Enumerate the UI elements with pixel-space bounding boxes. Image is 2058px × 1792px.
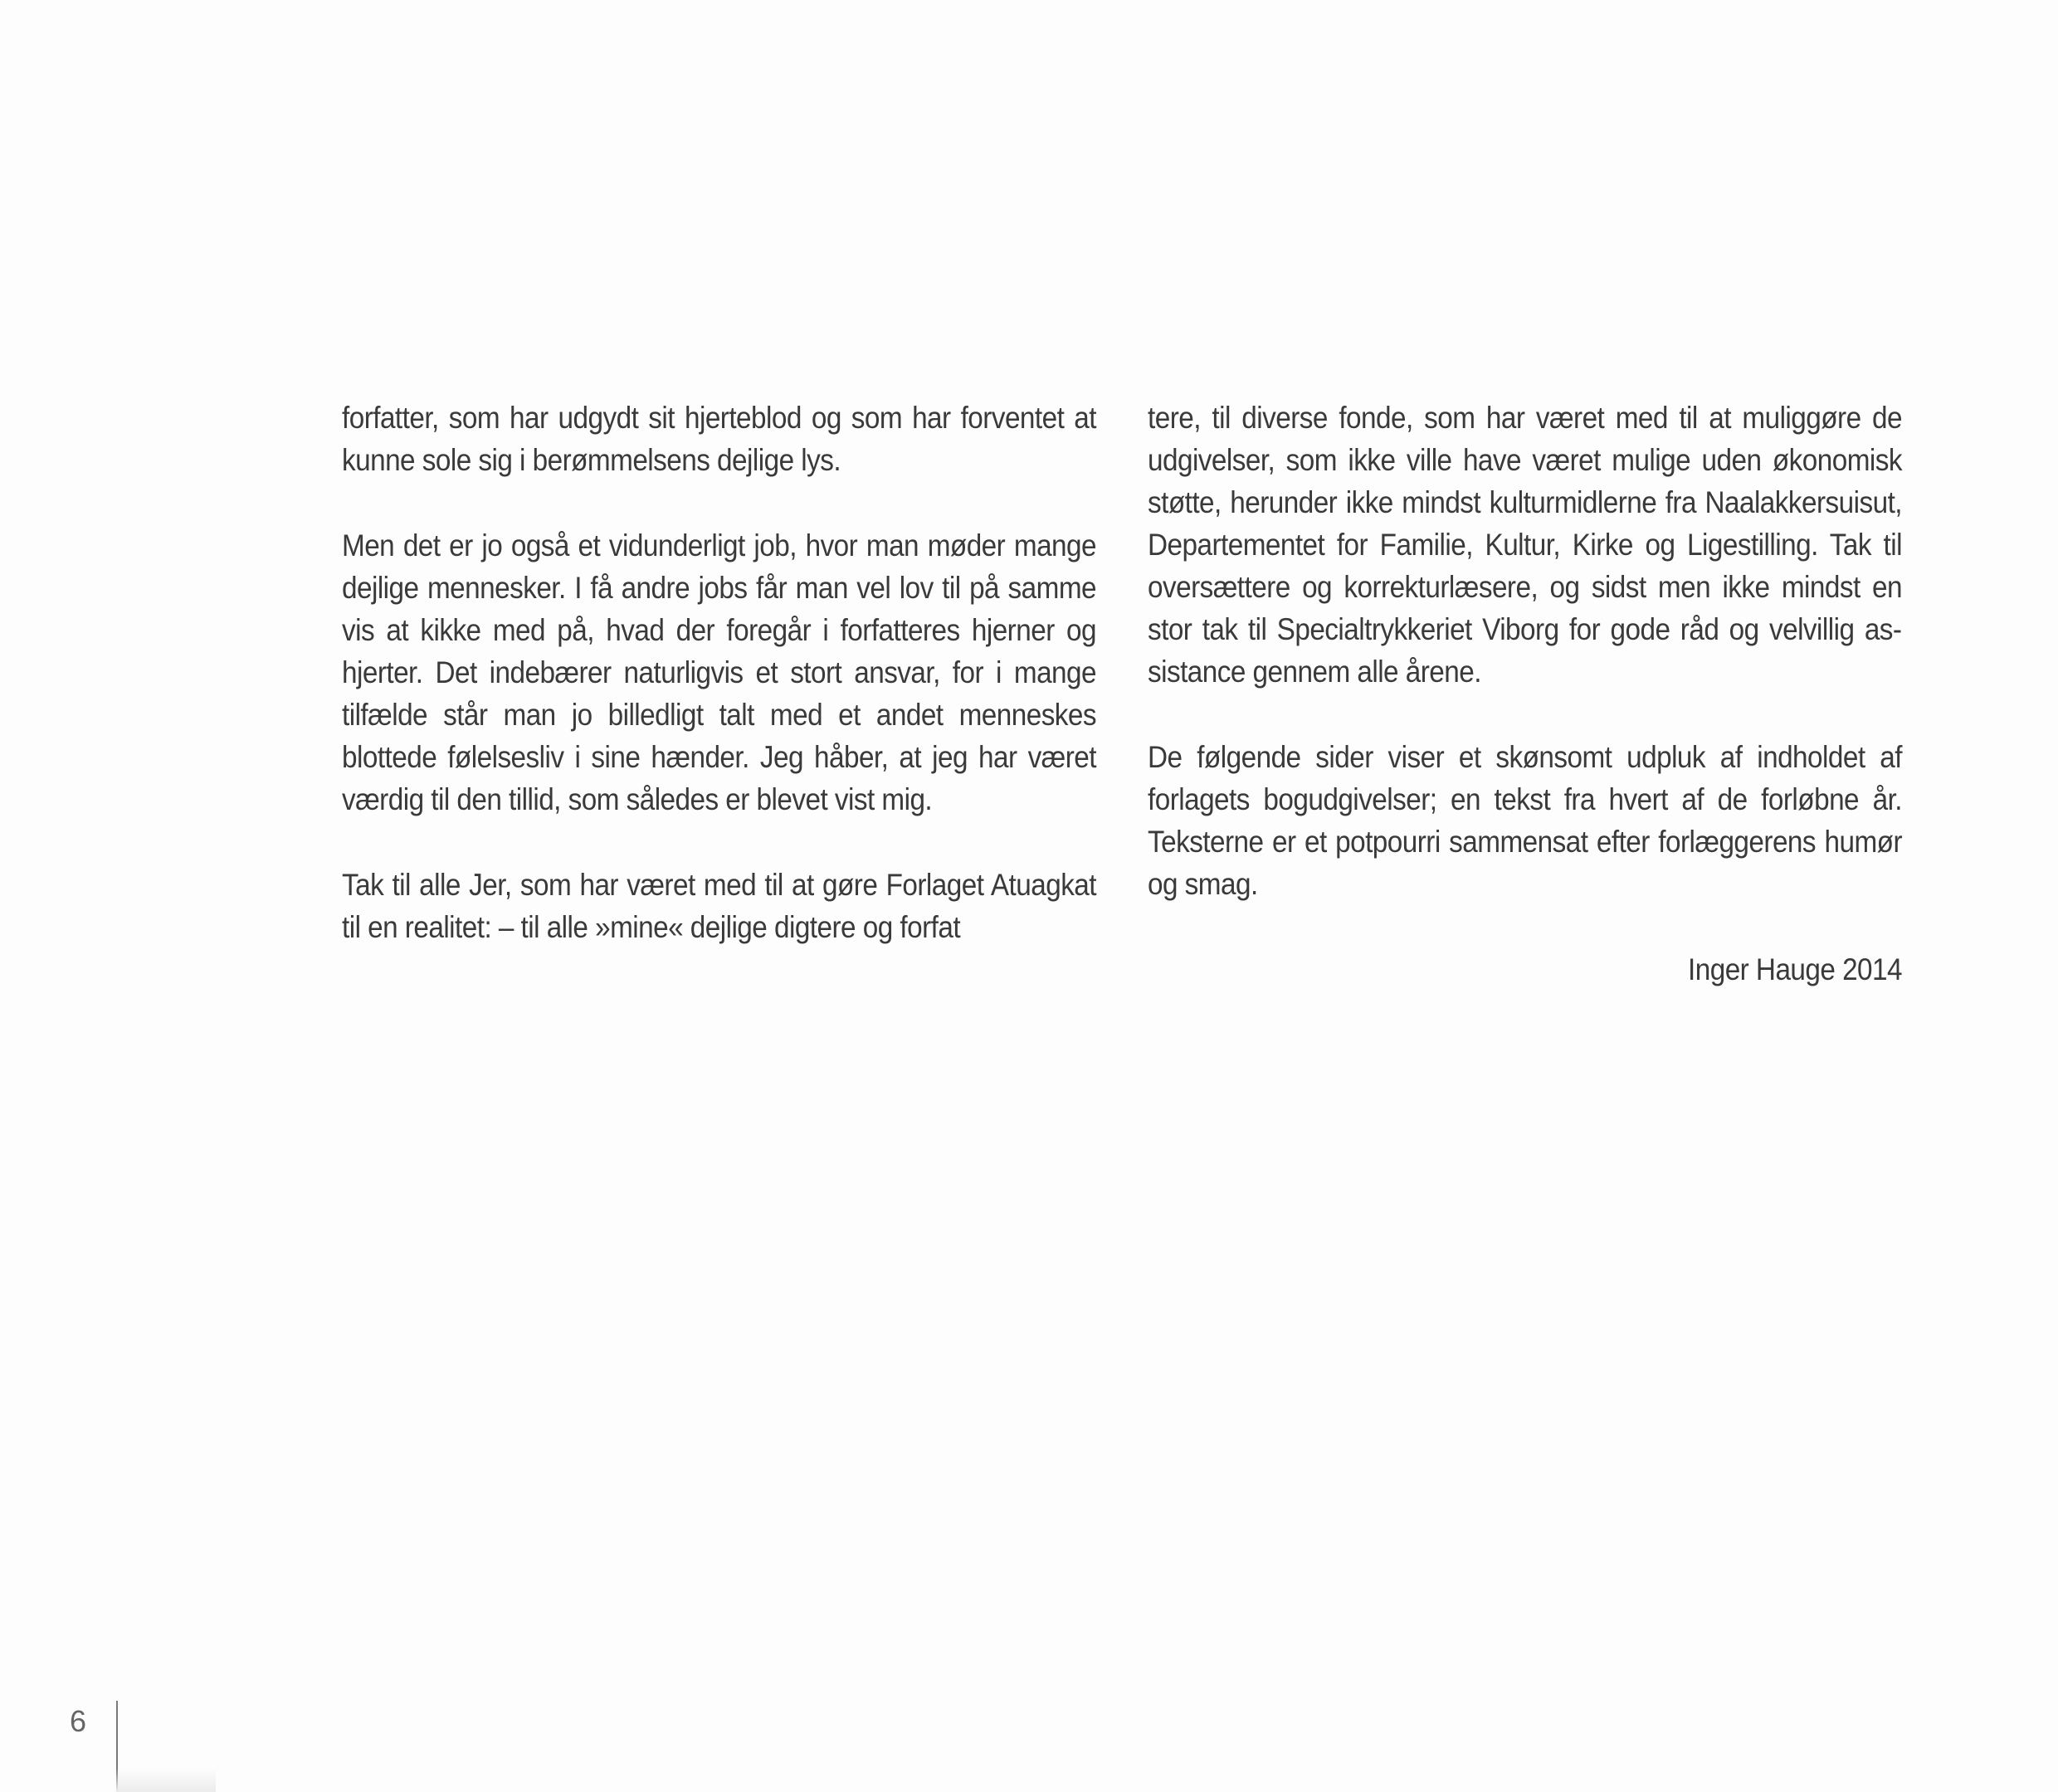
left-text-column <box>342 397 1096 991</box>
paragraph-thanks-continued: tere, til diverse fonde, som har været med til at muliggøre de udgivelser, som ikke ville have været mulige uden økonomisk støtte, herunder ikke mindst kulturmidlerne fra Naalakkersuisut, Departementet for Familie, Kultur, Kirke og Ligestilling. Tak til oversættere og korrekturlæsere, og sidst men ikke mindst en stor tak til Specialtrykkeriet Viborg for gode råd og velvillig assistance gennem alle årene. <box>1148 401 1902 689</box>
paragraph-following-pages: De følgende sider viser et skønsomt udpluk af indholdet af forlagets bogudgivelser; en tekst fra hvert af de forløbne år. Teksterne er et potpourri sammensat efter forlæggerens humør og smag. <box>1148 740 1902 901</box>
paragraph-thanks-start: Tak til alle Jer, som har været med til at gøre Forlaget Atuagkat til en realitet: – til alle »mine« dejlige digtere og forfat <box>342 868 1096 944</box>
signature: Inger Hauge 2014 <box>1688 952 1902 986</box>
page-corner-shadow <box>116 1769 216 1792</box>
paragraph-wonderful-job: Men det er jo også et vidunderligt job, hvor man møder mange dejlige mennesker. I få andre jobs får man vel lov til på samme vis at kikke med på, hvad der foregår i forfatteres hjerner og hjerter. Det indebærer naturligvis et stort ansvar, for i mange tilfælde står man jo billedligt talt med et andet menneskes blottede følelsesliv i sine hænder. Jeg håber, at jeg har været værdig til den tillid, som således er blevet vist mig. <box>342 528 1096 816</box>
right-text-column <box>1148 397 1902 991</box>
paragraph-author-intro: forfatter, som har udgydt sit hjerteblod og som har forventet at kunne sole sig i berømmelsens dejlige lys. <box>342 401 1096 477</box>
page-number: 6 <box>70 1704 87 1738</box>
